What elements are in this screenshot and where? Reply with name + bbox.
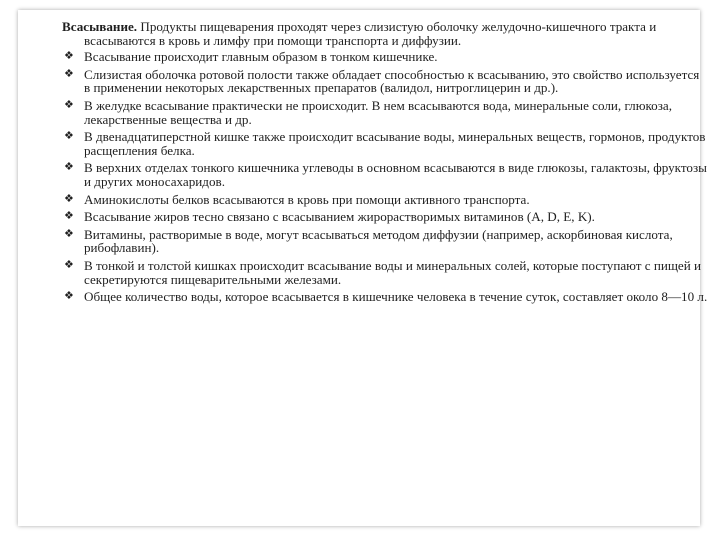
list-item — [62, 50, 708, 64]
list-item — [62, 130, 708, 157]
list-item-text: В тонкой и толстой кишках происходит всасывание воды и минеральных солей, которые поступают с пищей и секретируются пищеварительными железами. — [84, 257, 702, 287]
diamond-bullet-icon: ❖ — [64, 67, 74, 80]
list-item — [62, 193, 708, 207]
diamond-bullet-icon: ❖ — [64, 161, 74, 174]
diamond-bullet-icon: ❖ — [64, 290, 74, 303]
diamond-bullet-icon: ❖ — [64, 258, 74, 271]
diamond-bullet-icon: ❖ — [64, 210, 74, 223]
slide-content — [62, 20, 708, 308]
diamond-bullet-icon: ❖ — [64, 192, 74, 205]
list-item-text: В верхних отделах тонкого кишечника углеводы в основном всасываются в виде глюкозы, галактозы, фруктозы и других моносахаридов. — [84, 160, 707, 189]
list-item — [62, 99, 708, 126]
list-item-text: Слизистая оболочка ротовой полости также обладает способностью к всасыванию, это свойство используется в применении некоторых лекарственных препаратов (валидол, нитроглицерин и др.). — [84, 66, 700, 96]
list-item-text: Витамины, растворимые в воде, могут всасываться методом диффузии (например, аскорбиновая кислота, рибофлавин). — [84, 226, 673, 256]
list-item — [62, 68, 708, 95]
diamond-bullet-icon: ❖ — [64, 50, 74, 63]
bullet-list — [62, 50, 708, 304]
list-item-text: Аминокислоты белков всасываются в кровь при помощи активного транспорта. — [84, 191, 530, 207]
intro-paragraph — [62, 20, 708, 47]
list-item — [62, 228, 708, 255]
list-item-text: В двенадцатиперстной кишке также происходит всасывание воды, минеральных веществ, гормонов, продуктов расщепления белка. — [84, 129, 706, 158]
list-item — [62, 290, 708, 304]
intro-text: Продукты пищеварения проходят через слизистую оболочку желудочно-кишечного тракта и всасываются в кровь и лимфу при помощи транспорта и диффузии. — [84, 19, 657, 48]
list-item — [62, 210, 708, 224]
list-item-text: Всасывание жиров тесно связано с всасыванием жирорастворимых витаминов (A, D, E, K). — [84, 209, 595, 225]
list-item-text: Общее количество воды, которое всасывается в кишечнике человека в течение суток, составляет около 8—10 л. — [84, 289, 708, 305]
list-item — [62, 259, 708, 286]
list-item-text: Всасывание происходит главным образом в тонком кишечнике. — [84, 49, 438, 65]
list-item-text: В желудке всасывание практически не происходит. В нем всасываются вода, минеральные соли, глюкоза, лекарственные вещества и др. — [84, 97, 672, 127]
diamond-bullet-icon: ❖ — [64, 98, 74, 111]
content-frame — [18, 10, 708, 526]
diamond-bullet-icon: ❖ — [64, 227, 74, 240]
intro-heading: Всасывание. — [62, 19, 138, 34]
list-item — [62, 161, 708, 188]
diamond-bullet-icon: ❖ — [64, 130, 74, 143]
